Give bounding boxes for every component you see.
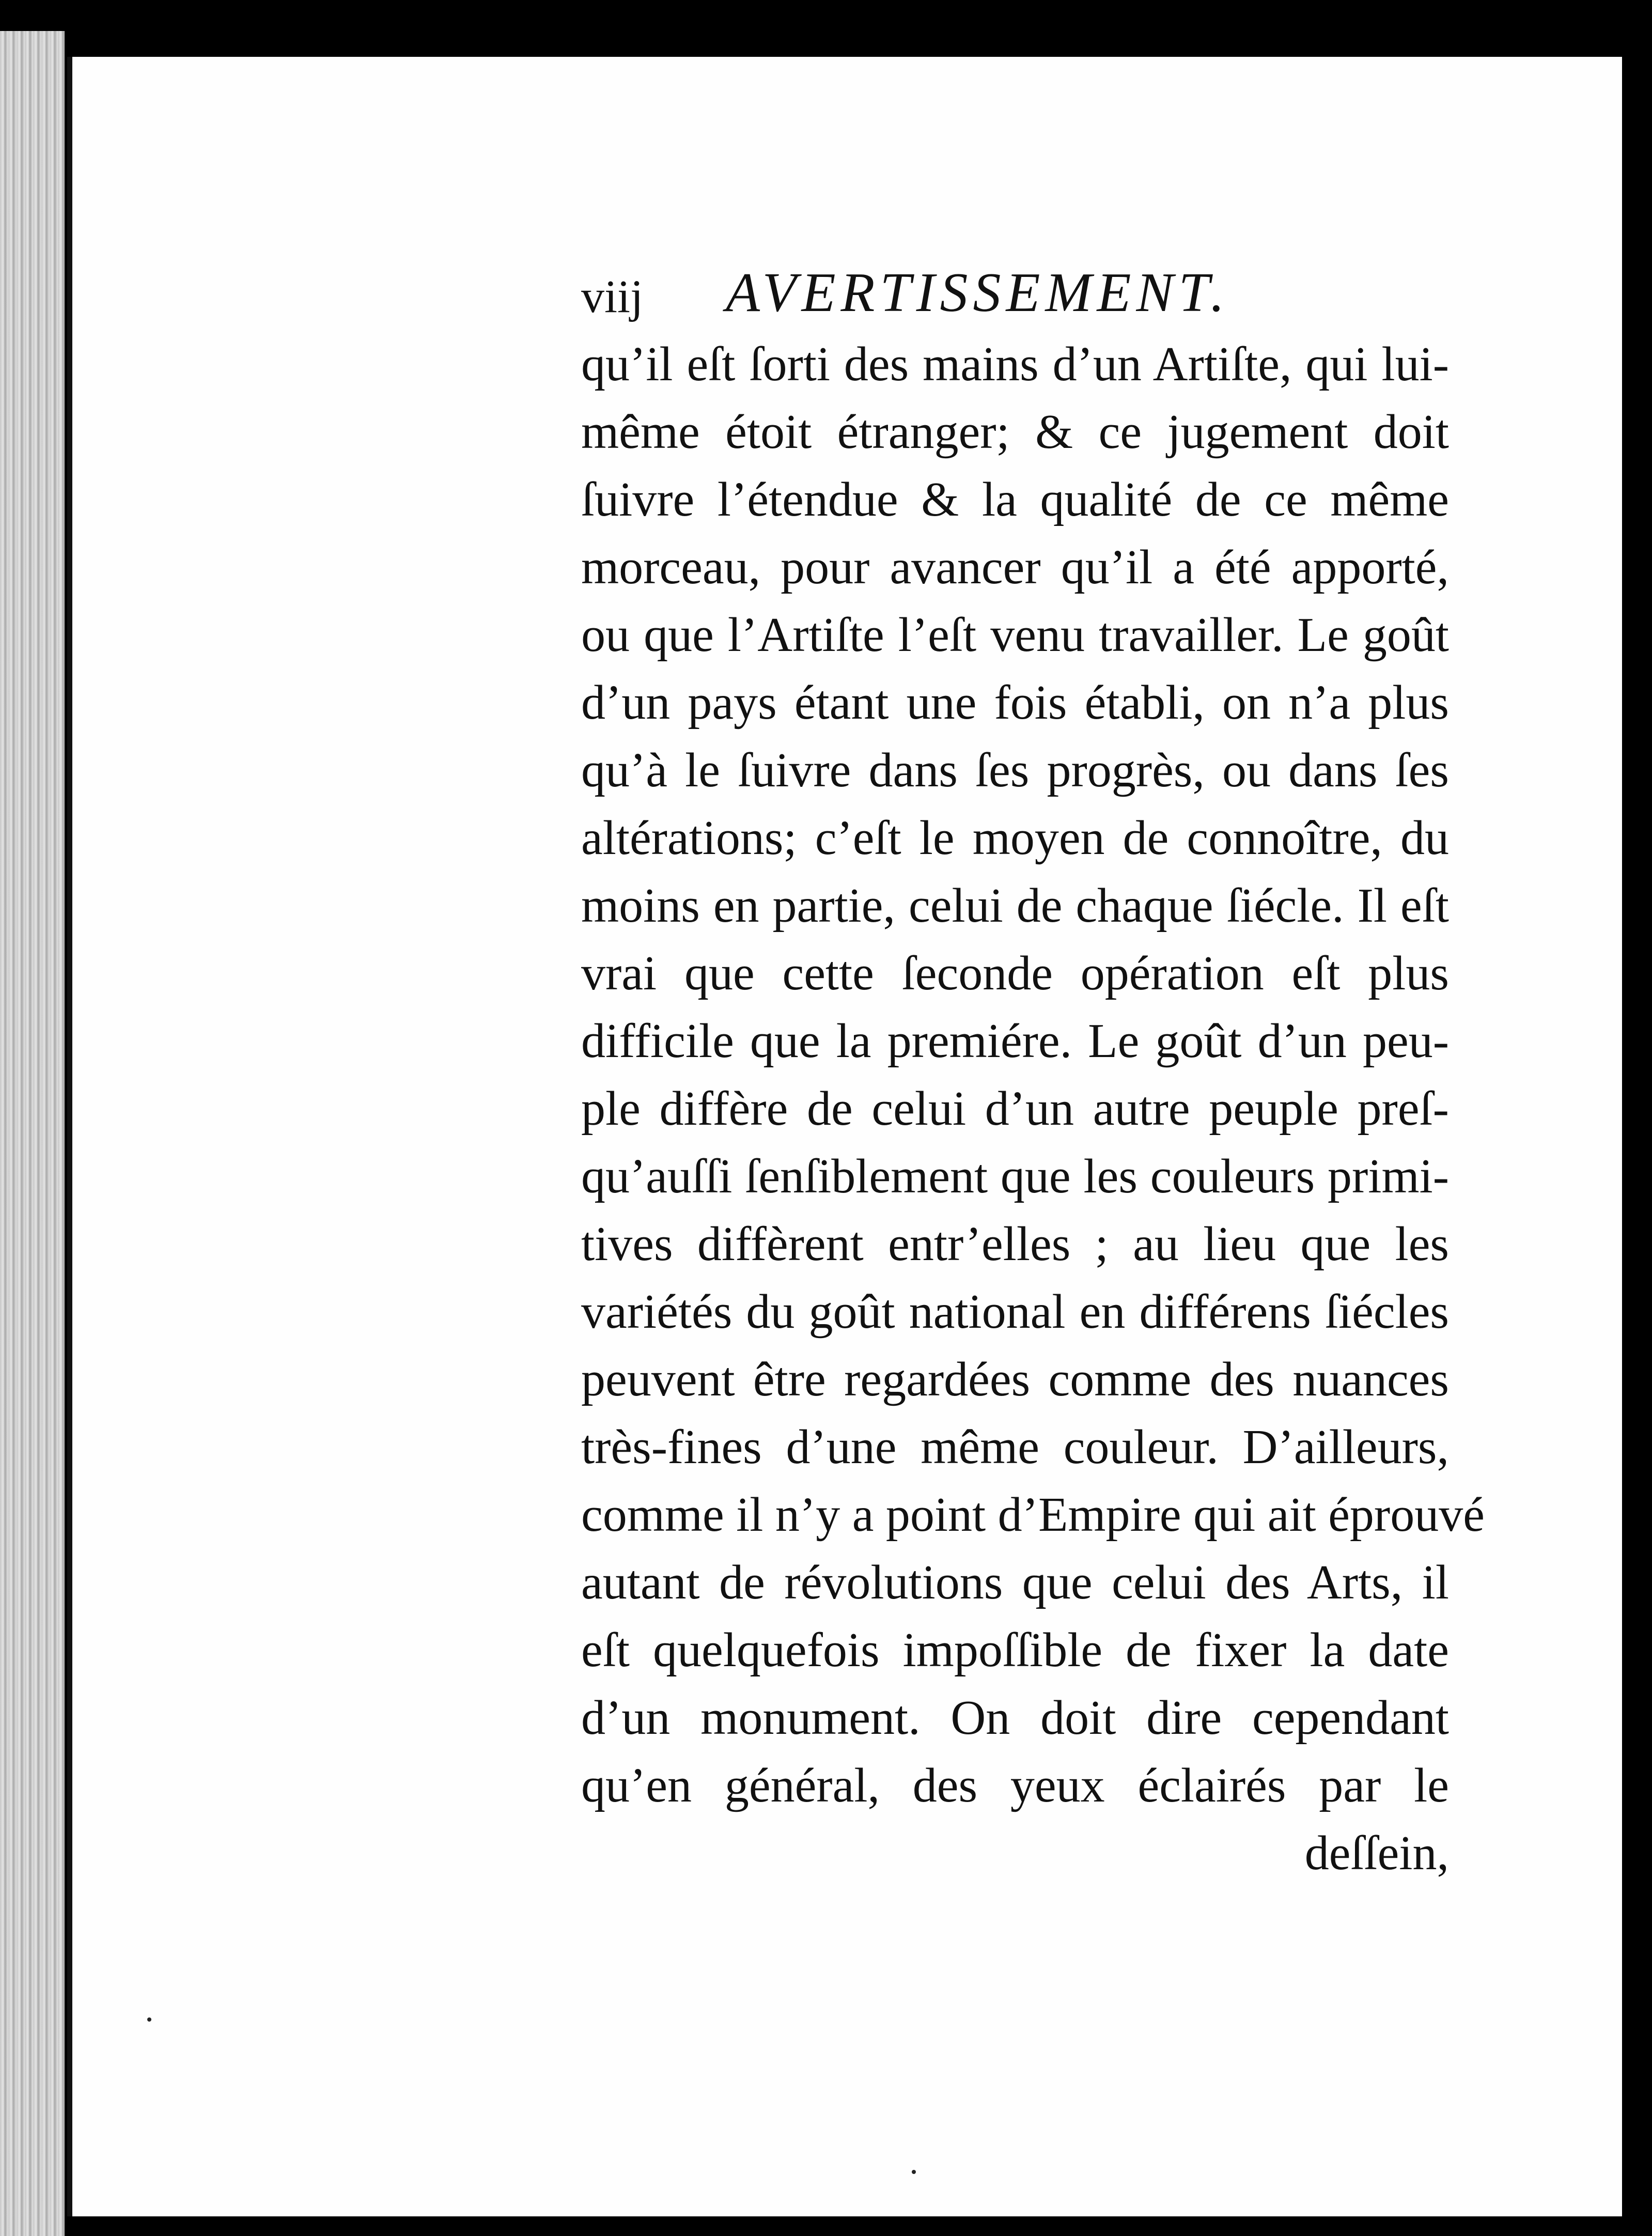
text-line: qu’auſſi ſenſiblement que les couleurs primi- — [581, 1150, 1449, 1203]
text-line: d’un monument. On doit dire cependant — [581, 1691, 1449, 1745]
text-line: ou que l’Artiſte l’eſt venu travailler. Le goût — [581, 608, 1449, 662]
text-line: qu’il eſt ſorti des mains d’un Artiſte, qui lui- — [581, 337, 1449, 391]
body-text — [581, 331, 1485, 1887]
ink-speck — [147, 2017, 151, 2022]
text-line: même étoit étranger; & ce jugement doit — [581, 405, 1449, 459]
text-line: autant de révolutions que celui des Arts, il — [581, 1556, 1449, 1609]
text-line: d’un pays étant une fois établi, on n’a plus — [581, 676, 1449, 729]
text-line: ple diffère de celui d’un autre peuple preſ- — [581, 1082, 1449, 1136]
text-line: vrai que cette ſeconde opération eſt plus — [581, 946, 1449, 1000]
text-line: difficile que la premiére. Le goût d’un peu- — [581, 1014, 1449, 1068]
scan-border-top — [0, 0, 1652, 31]
text-line: peuvent être regardées comme des nuances — [581, 1353, 1449, 1406]
text-line: comme il n’y a point d’Empire qui ait éprouvé — [581, 1488, 1485, 1542]
running-head — [581, 261, 1459, 338]
text-line: tives diffèrent entr’elles ; au lieu que les — [581, 1217, 1449, 1271]
text-line: qu’en général, des yeux éclairés par le — [581, 1759, 1449, 1812]
text-line: altérations; c’eſt le moyen de connoître, du — [581, 811, 1449, 865]
text-line: moins en partie, celui de chaque ſiécle. Il eſt — [581, 879, 1449, 933]
ink-speck — [912, 2170, 916, 2174]
text-line: variétés du goût national en différens ſiécles — [581, 1285, 1449, 1339]
text-line: eſt quelquefois impoſſible de fixer la date — [581, 1623, 1449, 1677]
text-line: ſuivre l’étendue & la qualité de ce même — [581, 473, 1449, 526]
running-title: AVERTISSEMENT. — [726, 262, 1230, 323]
page-number: viij — [581, 271, 644, 322]
adjacent-page-edge — [0, 31, 65, 2236]
text-line: morceau, pour avancer qu’il a été apporté, — [581, 540, 1449, 594]
text-line: qu’à le ſuivre dans ſes progrès, ou dans ſes — [581, 743, 1449, 797]
catchword: deſſein, — [1304, 1826, 1449, 1880]
text-line: très-fines d’une même couleur. D’ailleurs, — [581, 1420, 1449, 1474]
